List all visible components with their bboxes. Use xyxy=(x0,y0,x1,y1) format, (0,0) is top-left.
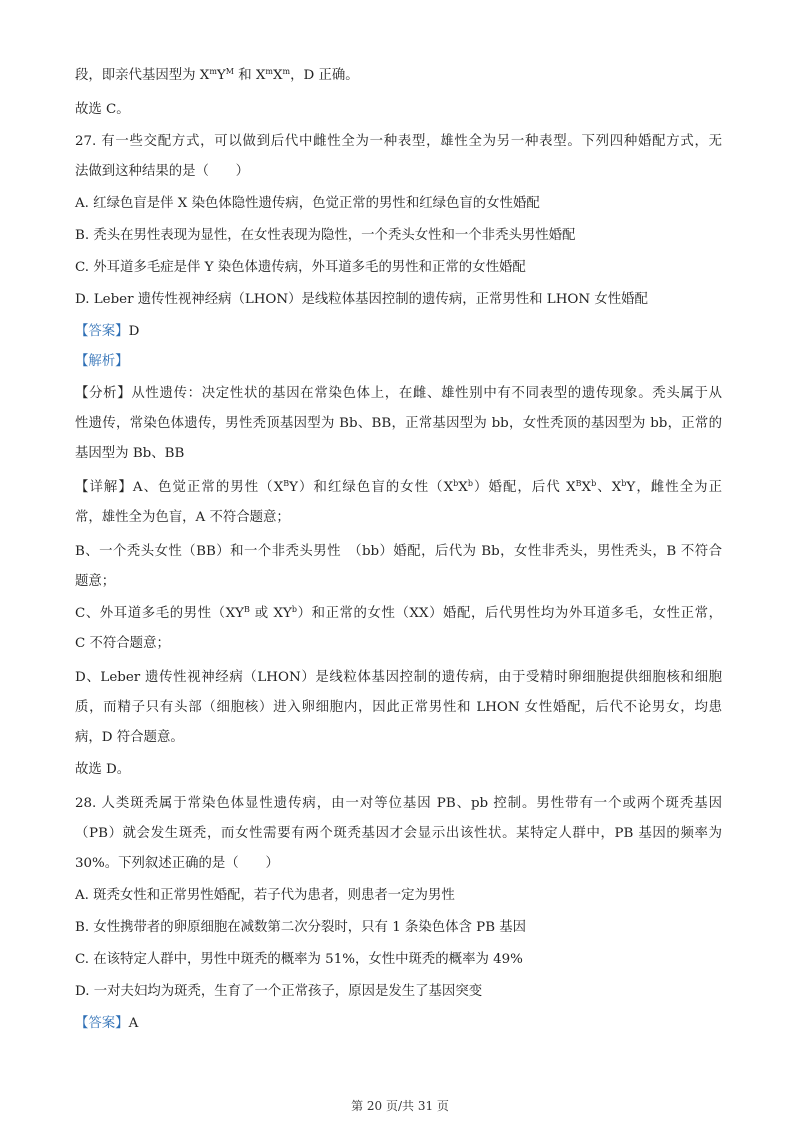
question-28-option-a: A. 斑秃女性和正常男性婚配，若子代为患者，则患者一定为男性 xyxy=(75,888,455,903)
question-27-option-a: A. 红绿色盲是伴 X 染色体隐性遗传病，色觉正常的男性和红绿色盲的女性婚配 xyxy=(75,196,540,211)
question-28-stem-1: 28. 人类斑秃属于常染色体显性遗传病，由一对等位基因 PB、pb 控制。男性带有一个或两个斑秃基因 xyxy=(75,796,722,811)
question-28-stem-3: 30%。下列叙述正确的是（ ） xyxy=(75,856,279,871)
question-27-stem-cont: 法做到这种结果的是（ ） xyxy=(75,164,250,179)
answer-28: 【答案】A xyxy=(75,1016,139,1031)
line-choose-c: 故选 C。 xyxy=(75,102,130,117)
detail-27-d-line-2: 质，而精子只有头部（细胞核）进入卵细胞内，因此正常男性和 LHON 女性婚配，后代不论男女，均患 xyxy=(75,700,722,715)
detail-27-b-line-1: B、一个秃头女性（BB）和一个非秃头男性 （bb）婚配，后代为 Bb，女性非秃头，男性秃头，B 不符合 xyxy=(75,544,722,559)
answer-tag: 【答案】 xyxy=(75,324,129,339)
analysis-27-line-2: 性遗传，常染色体遗传，男性秃顶基因型为 Bb、BB，正常基因型为 bb，女性秃顶的基因型为 bb，正常的 xyxy=(75,416,722,431)
question-27-stem: 27. 有一些交配方式，可以做到后代中雌性全为一种表型，雄性全为另一种表型。下列四种婚配方式，无 xyxy=(75,134,722,149)
analysis-27-line-3: 基因型为 Bb、BB xyxy=(75,446,185,461)
answer-tag: 【答案】 xyxy=(75,1016,129,1031)
detail-27-c-line-1: C、外耳道多毛的男性（$XY^B$ 或 $XY^b$）和正常的女性（XX）婚配，后代男性均为外耳道多毛，女性正常， xyxy=(75,605,722,621)
detail-27-c-line-2: C 不符合题意； xyxy=(75,636,170,651)
question-28-stem-2: （PB）就会发生斑秃，而女性需要有两个斑秃基因才会显示出该性状。某特定人群中，PB 基因的频率为 xyxy=(75,826,722,841)
detail-27-d-line-3: 病，D 符合题意。 xyxy=(75,730,184,745)
answer-27: 【答案】D xyxy=(75,324,140,339)
page-footer: 第 20 页/共 31 页 xyxy=(351,1099,449,1113)
line-choose-d: 故选 D。 xyxy=(75,762,131,777)
question-28-option-b: B. 女性携带者的卵原细胞在减数第二次分裂时，只有 1 条染色体含 PB 基因 xyxy=(75,920,527,935)
question-28-option-c: C. 在该特定人群中，男性中斑秃的概率为 51%，女性中斑秃的概率为 49% xyxy=(75,952,523,967)
detail-27-b-line-2: 题意； xyxy=(75,574,116,589)
analysis-27-line-1: 【分析】从性遗传：决定性状的基因在常染色体上，在雌、雄性别中有不同表型的遗传现象。秃头属于从 xyxy=(75,386,723,401)
question-27-option-c: C. 外耳道多毛症是伴 Y 染色体遗传病，外耳道多毛的男性和正常的女性婚配 xyxy=(75,260,526,275)
question-28-option-d: D. 一对夫妇均为斑秃，生育了一个正常孩子，原因是发生了基因突变 xyxy=(75,984,483,999)
detail-27-a-line-2: 常，雄性全为色盲，A 不符合题意； xyxy=(75,510,290,525)
line-genotype-conclusion: 段，即亲代基因型为 $X^mY^M$ 和 $X^mX^m$，D 正确。 xyxy=(75,67,359,83)
question-27-option-b: B. 秃头在男性表现为显性，在女性表现为隐性，一个秃头女性和一个非秃头男性婚配 xyxy=(75,228,576,243)
detail-27-a-line-1: 【详解】A、色觉正常的男性$(X^BY)$和红绿色盲的女性$(X^bX^b)$婚配，后代 $X^BX^b$、$X^bY$，雌性全为正 xyxy=(75,479,722,495)
analysis-tag-27: 【解析】 xyxy=(75,354,129,369)
detail-27-d-line-1: D、Leber 遗传性视神经病（LHON）是线粒体基因控制的遗传病，由于受精时卵细胞提供细胞核和细胞 xyxy=(75,670,722,685)
question-27-option-d: D. Leber 遗传性视神经病（LHON）是线粒体基因控制的遗传病，正常男性和 LHON 女性婚配 xyxy=(75,292,648,307)
